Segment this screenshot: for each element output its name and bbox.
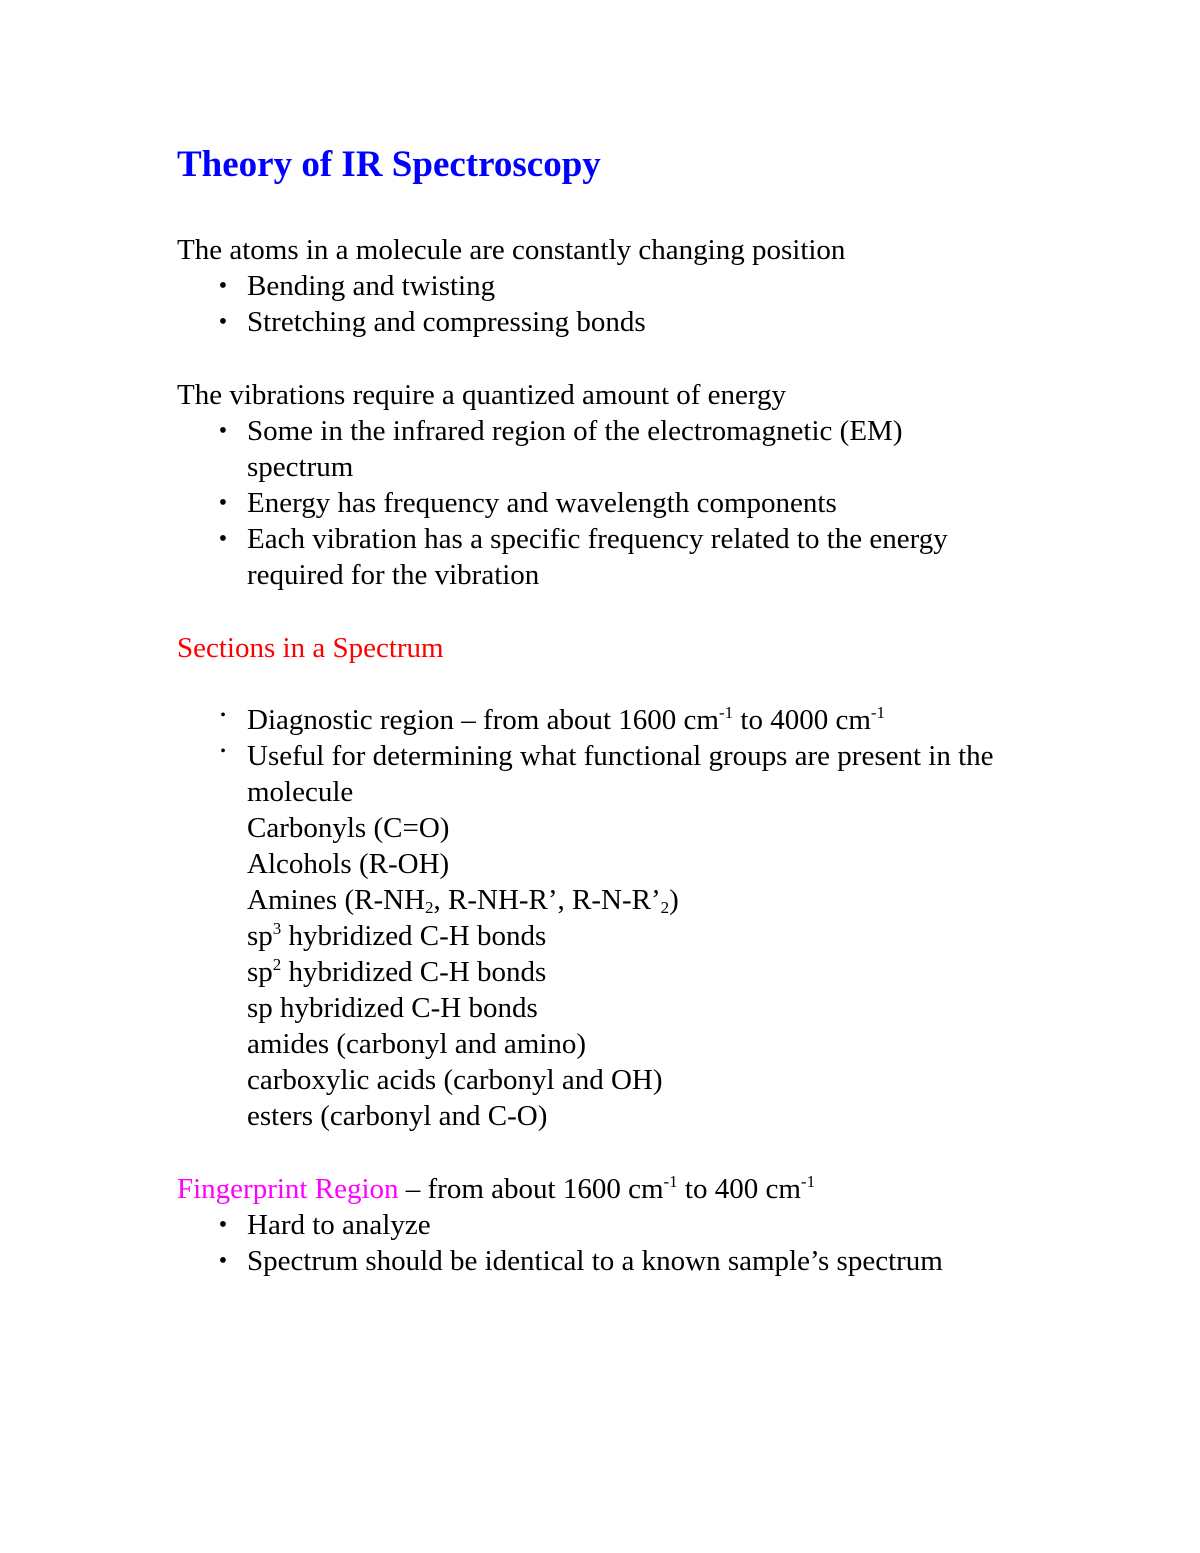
functional-group-alcohols: Alcohols (R-OH)	[247, 848, 450, 880]
functional-group-carboxylic: carboxylic acids (carbonyl and OH)	[247, 1064, 663, 1096]
section1-intro: The atoms in a molecule are constantly changing position	[177, 234, 846, 266]
list-item: • Useful for determining what functional groups are present in the molecule	[177, 738, 1037, 810]
functional-group-amides: amides (carbonyl and amino)	[247, 1028, 587, 1060]
section2-list	[177, 413, 977, 593]
bullet-icon: •	[218, 273, 228, 299]
bullet-icon: •	[218, 1212, 228, 1238]
functional-group-esters: esters (carbonyl and C-O)	[247, 1100, 548, 1132]
bullet-icon: •	[218, 1248, 228, 1274]
list-item: • Bending and twisting	[177, 268, 1057, 304]
fingerprint-list	[177, 1207, 1057, 1279]
fingerprint-heading: Fingerprint Region – from about 1600 $cm^{-1}$ to 400 $cm^{-1}$	[177, 1172, 816, 1205]
bullet-icon: •	[218, 490, 228, 516]
bullet-icon: •	[218, 309, 228, 335]
list-item: • Spectrum should be identical to a known sample’s spectrum	[177, 1243, 1057, 1279]
sections-heading: Sections in a Spectrum	[177, 632, 444, 664]
fingerprint-label: Fingerprint Region	[177, 1173, 399, 1205]
functional-group-sp2: $sp^2$ hybridized C-H bonds	[247, 955, 547, 988]
list-item: • Diagnostic region – from about 1600 $cm^{-1}$ to 4000 $cm^{-1}$	[177, 702, 1037, 738]
diagnostic-list	[177, 702, 1037, 1134]
bullet-icon: •	[220, 743, 226, 760]
section2-intro: The vibrations require a quantized amount of energy	[177, 379, 787, 411]
bullet-icon: •	[220, 707, 226, 724]
list-item: • Energy has frequency and wavelength components	[177, 485, 977, 521]
page-title: Theory of IR Spectroscopy	[177, 144, 601, 185]
section1-list	[177, 268, 1057, 340]
list-item: • Some in the infrared region of the electromagnetic (EM) spectrum	[177, 413, 977, 485]
functional-group-carbonyls: Carbonyls (C=O)	[247, 812, 450, 844]
list-item: • Each vibration has a specific frequency related to the energy required for the vibration	[177, 521, 977, 593]
functional-group-sp3: $sp^3$ hybridized C-H bonds	[247, 919, 547, 952]
functional-group-amines: Amines ($R-NH_2$, R-NH-R’, $R-N-R’_2$)	[247, 884, 679, 917]
bullet-icon: •	[218, 526, 228, 552]
bullet-icon: •	[218, 418, 228, 444]
list-item: • Hard to analyze	[177, 1207, 1057, 1243]
list-item: • Stretching and compressing bonds	[177, 304, 1057, 340]
functional-group-sp: sp hybridized C-H bonds	[247, 992, 538, 1024]
